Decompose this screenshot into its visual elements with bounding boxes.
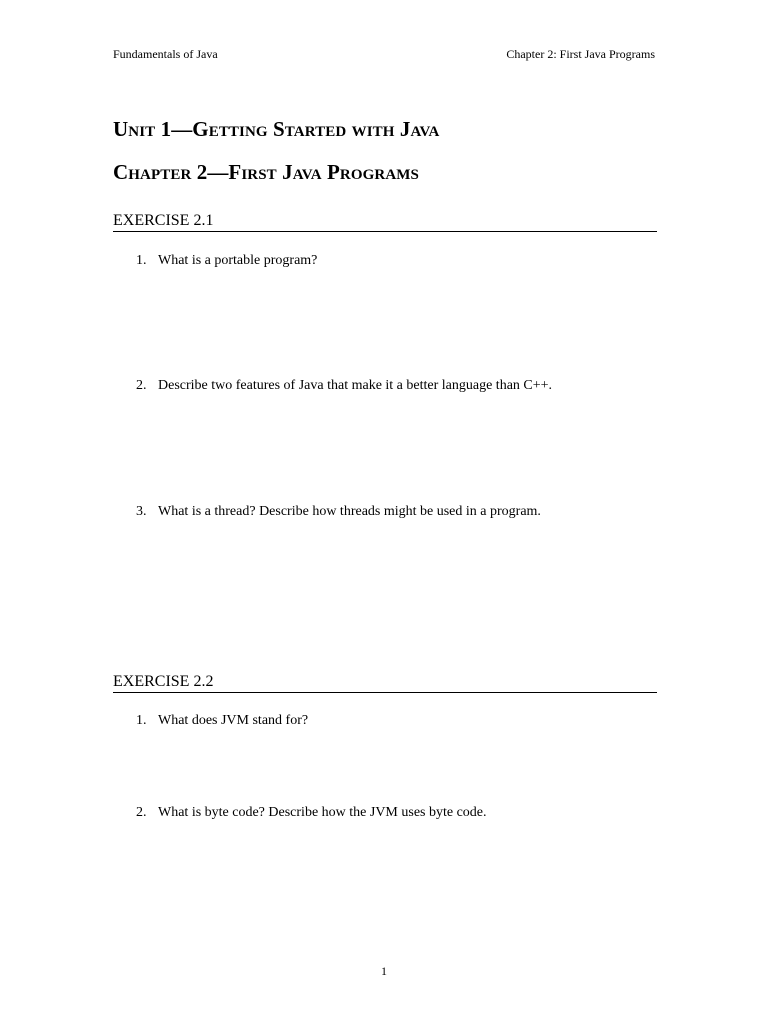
- question-text: What is a thread? Describe how threads might be used in a program.: [158, 504, 541, 519]
- question-number: 2.: [136, 378, 147, 393]
- question-number: 2.: [136, 805, 147, 820]
- question-number: 3.: [136, 504, 147, 519]
- running-header-right: Chapter 2: First Java Programs: [506, 47, 655, 61]
- question-2-2-1: [136, 713, 308, 729]
- question-number: 1.: [136, 713, 147, 728]
- running-header-left: Fundamentals of Java: [113, 47, 218, 61]
- question-text: What is a portable program?: [158, 253, 318, 268]
- question-2-1-1: [136, 253, 317, 269]
- chapter-title: Chapter 2—First Java Programs: [113, 160, 419, 184]
- unit-title: Unit 1—Getting Started with Java: [113, 117, 440, 141]
- question-text: What does JVM stand for?: [158, 713, 309, 728]
- question-2-2-2: [136, 805, 487, 821]
- page-number: 1: [381, 964, 387, 978]
- question-2-1-3: [136, 504, 541, 520]
- question-text: Describe two features of Java that make it a better language than C++.: [158, 378, 553, 393]
- question-number: 1.: [136, 253, 147, 268]
- exercise-2-2-heading: EXERCISE 2.2: [113, 673, 657, 693]
- exercise-2-1-heading: EXERCISE 2.1: [113, 212, 657, 232]
- question-text: What is byte code? Describe how the JVM uses byte code.: [158, 805, 487, 820]
- question-2-1-2: [136, 378, 552, 394]
